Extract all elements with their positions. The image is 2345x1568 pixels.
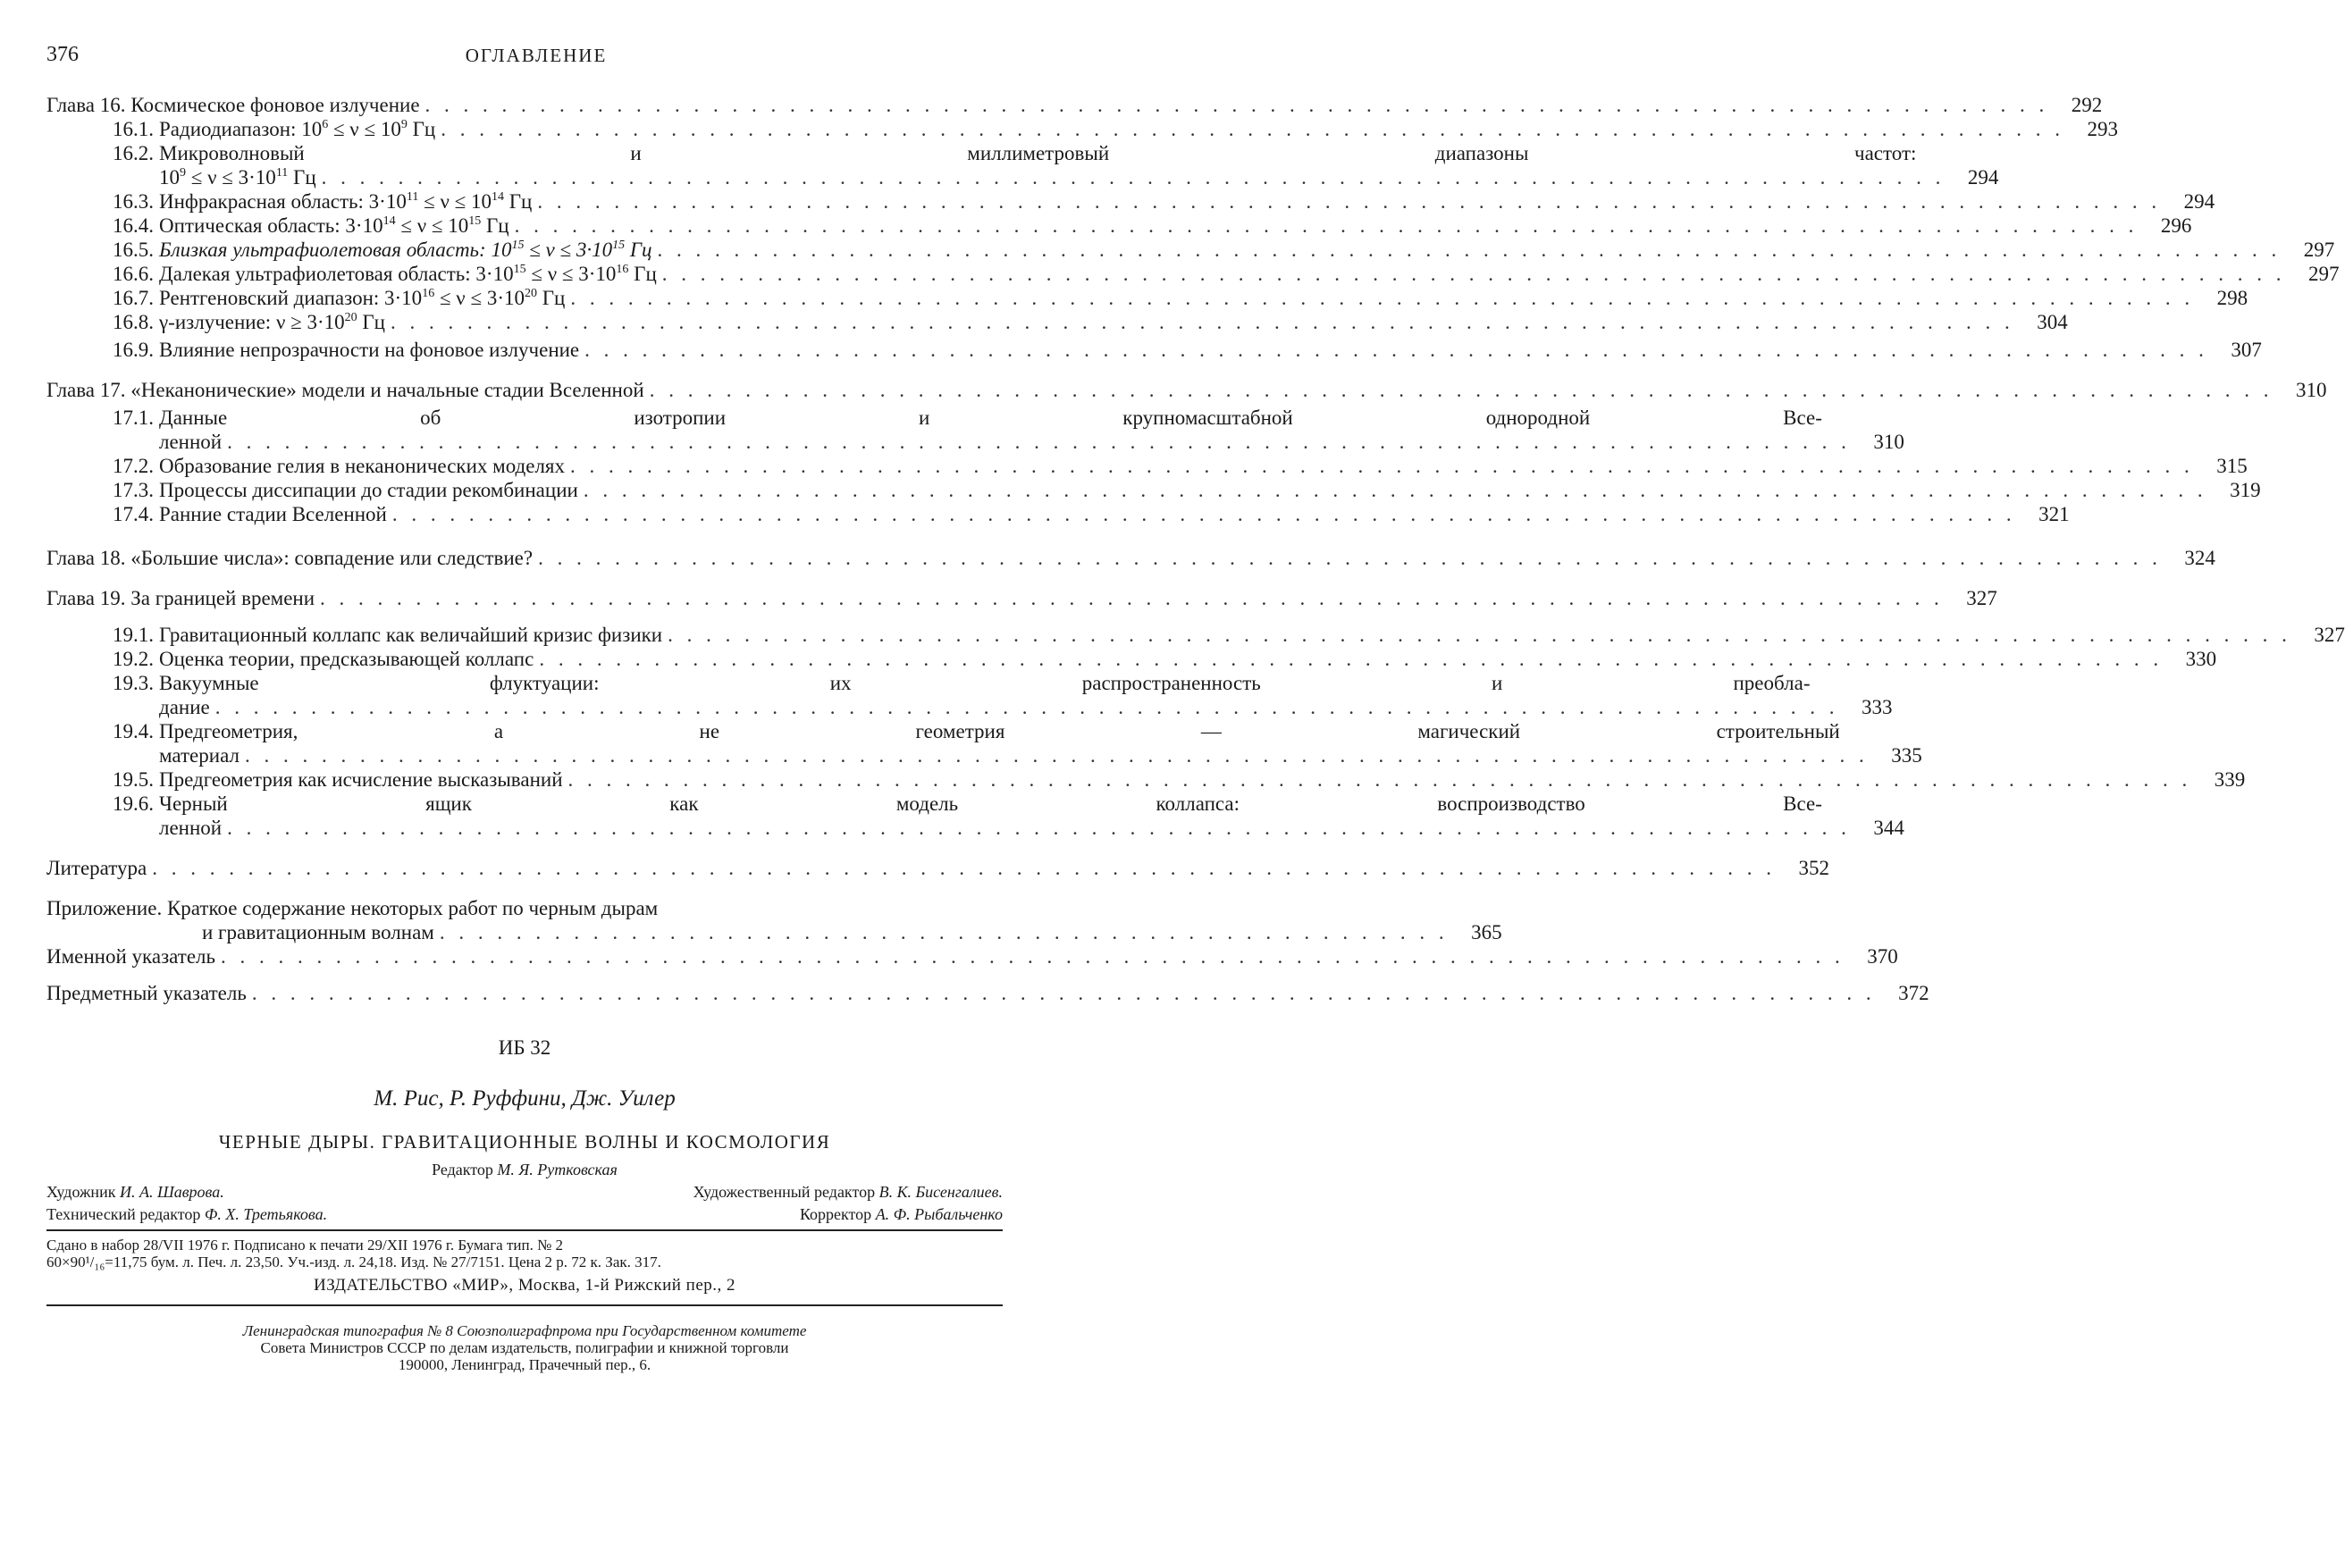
section-number: 16.8. (46, 310, 159, 334)
leader-dots (534, 647, 2163, 671)
editor-label: Редактор (432, 1161, 493, 1178)
print-line-1: Сдано в набор 28/VII 1976 г. Подписано к печати 29/XII 1976 г. Бумага тип. № 2 (46, 1237, 1003, 1254)
toc-page-number: 307 (2208, 338, 2262, 362)
leader-dots (215, 944, 1845, 968)
toc-entry-label: Глава 19. За границей времени (46, 586, 315, 610)
proofreader-name: А. Ф. Рыбальченко (876, 1205, 1003, 1223)
authors: М. Рис, Р. Руффини, Дж. Уилер (46, 1086, 1003, 1111)
section-formula: 3·1015 ≤ ν ≤ 3·1016 Гц (475, 263, 656, 285)
leader-dots (385, 310, 2014, 334)
section-title-continued: ленной (159, 430, 222, 454)
leader-dots (565, 454, 2194, 478)
section-title: Вакуумные флуктуации: их распространенность и преобла- (159, 671, 1893, 695)
toc-name-index (46, 944, 1003, 968)
section-formula: 1015 ≤ ν ≤ 3·1015 Гц (491, 239, 651, 261)
leader-dots (210, 695, 1839, 719)
toc-chapter-18 (46, 546, 1003, 570)
section-formula: 106 ≤ ν ≤ 109 Гц (301, 118, 435, 140)
section-number: 16.4. (46, 214, 159, 238)
toc-section-19-5 (46, 767, 1003, 792)
art-editor-name: В. К. Бисенгалиев. (879, 1183, 1003, 1201)
leader-dots (315, 586, 1944, 610)
leader-dots (247, 981, 1876, 1005)
leader-dots (222, 430, 1851, 454)
toc-page-number: 297 (2286, 262, 2340, 286)
toc-entry-label: Глава 18. «Большие числа»: совпадение или следствие? (46, 546, 533, 570)
section-formula: 109 ≤ ν ≤ 3·1011 Гц (159, 165, 316, 189)
leader-dots (579, 338, 2208, 362)
leader-dots (147, 856, 1776, 880)
section-title: Рентгеновский диапазон: (159, 287, 379, 309)
toc-page-number: 310 (1851, 430, 1904, 454)
toc-entry-label: Литература (46, 856, 147, 880)
section-number: 19.4. (46, 719, 159, 767)
section-formula: ν ≥ 3·1020 Гц (276, 311, 385, 333)
section-number: 17.4. (46, 502, 159, 526)
section-title: Процессы диссипации до стадии рекомбинации (159, 479, 578, 501)
toc-section-16-4 (46, 214, 1003, 238)
toc-entry-label: Приложение. Краткое содержание некоторых работ по черным дырам (46, 896, 1003, 920)
leader-dots (316, 165, 1946, 189)
section-title-continued: дание (159, 695, 210, 719)
section-number: 19.2. (46, 647, 159, 671)
section-number: 19.3. (46, 671, 159, 719)
print-details (46, 1237, 1003, 1270)
section-number: 16.9. (46, 338, 159, 362)
leader-dots (533, 546, 2162, 570)
toc-chapter-16 (46, 93, 1003, 117)
toc-page-number: 294 (1945, 165, 1998, 189)
leader-dots (420, 93, 2049, 117)
leader-dots (509, 214, 2139, 238)
toc-section-16-6 (46, 262, 1003, 286)
toc-chapter-19 (46, 586, 1003, 610)
section-number: 19.5. (46, 767, 159, 792)
divider (46, 1304, 1003, 1306)
toc-section-16-3 (46, 189, 1003, 214)
leader-dots (387, 502, 2016, 526)
section-title: Радиодиапазон: (159, 118, 296, 140)
toc-section-16-5 (46, 238, 1003, 262)
publisher: ИЗДАТЕЛЬСТВО «МИР», Москва, 1-й Рижский пер., 2 (46, 1276, 1003, 1295)
toc-section-16-2 (46, 141, 1003, 189)
section-title: Оптическая область: (159, 214, 340, 237)
toc-page-number: 324 (2162, 546, 2215, 570)
toc-section-19-3 (46, 671, 1003, 719)
toc-page-number: 315 (2194, 454, 2248, 478)
section-number: 19.6. (46, 792, 159, 840)
toc-section-17-4 (46, 502, 1003, 526)
leader-dots (434, 920, 1449, 944)
toc-subject-index (46, 981, 1003, 1005)
running-header: ОГЛАВЛЕНИЕ (0, 45, 1072, 67)
editor-line (46, 1161, 1003, 1179)
toc-section-16-9 (46, 338, 1003, 362)
section-number: 16.6. (46, 262, 159, 286)
leader-dots (662, 623, 2291, 647)
artist-label: Художник (46, 1183, 115, 1201)
page-number: 376 (46, 43, 79, 67)
section-title: Влияние непрозрачности на фоновое излучение (159, 339, 579, 361)
section-title: Оценка теории, предсказывающей коллапс (159, 648, 534, 670)
toc-page-number: 292 (2048, 93, 2102, 117)
toc-section-19-2 (46, 647, 1003, 671)
section-number: 16.7. (46, 286, 159, 310)
section-title: Близкая ультрафиолетовая область: (159, 239, 486, 261)
toc-section-19-1 (46, 623, 1003, 647)
toc-page-number: 365 (1449, 920, 1502, 944)
toc-page-number: 296 (2138, 214, 2191, 238)
staff-line-1 (46, 1183, 1003, 1202)
leader-dots (240, 743, 1869, 767)
editor-name: М. Я. Рутковская (497, 1161, 617, 1178)
section-number: 17.2. (46, 454, 159, 478)
section-title: Образование гелия в неканонических моделях (159, 455, 565, 477)
toc-page-number: 293 (2064, 117, 2118, 141)
toc-page-number: 321 (2016, 502, 2070, 526)
section-title: γ-излучение: (159, 311, 271, 333)
section-number: 16.1. (46, 117, 159, 141)
tech-editor-label: Технический редактор (46, 1205, 200, 1223)
toc-entry-label: Предметный указатель (46, 981, 247, 1005)
toc-entry-label: Глава 16. Космическое фоновое излучение (46, 93, 420, 117)
art-editor-label: Художественный редактор (693, 1183, 875, 1201)
print-line-2: 60×90¹/₁₆=11,75 бум. л. Печ. л. 23,50. Уч.-изд. л. 24,18. Изд. № 27/7151. Цена 2 р. 72 к. Зак. 317. (46, 1254, 1003, 1270)
toc-chapter-17 (46, 378, 1003, 402)
leader-dots (644, 378, 2274, 402)
toc-page-number: 297 (2281, 238, 2334, 262)
book-page (0, 0, 1072, 1568)
section-formula: 3·1016 ≤ ν ≤ 3·1020 Гц (384, 287, 565, 309)
section-number: 17.1. (46, 406, 159, 454)
toc-page-number: 352 (1776, 856, 1829, 880)
printer-info (46, 1322, 1003, 1373)
toc-page-number: 298 (2194, 286, 2248, 310)
section-formula: 3·1011 ≤ ν ≤ 1014 Гц (369, 190, 533, 213)
leader-dots (657, 262, 2286, 286)
leader-dots (222, 816, 1851, 840)
toc-page-number: 333 (1839, 695, 1893, 719)
artist-name: И. А. Шаврова. (120, 1183, 224, 1201)
table-of-contents (46, 93, 1003, 1005)
toc-page-number: 335 (1869, 743, 1922, 767)
tech-editor-name: Ф. Х. Третьякова. (205, 1205, 327, 1223)
ib-number: ИБ 32 (46, 1036, 1003, 1060)
toc-section-16-8 (46, 310, 1003, 334)
section-title: Ранние стадии Вселенной (159, 503, 387, 525)
toc-page-number: 294 (2161, 189, 2215, 214)
toc-page-number: 304 (2014, 310, 2068, 334)
toc-page-number: 327 (1944, 586, 1997, 610)
toc-page-number: 344 (1851, 816, 1904, 840)
toc-entry-label: Именной указатель (46, 944, 215, 968)
section-number: 16.2. (46, 141, 159, 189)
section-number: 17.3. (46, 478, 159, 502)
leader-dots (532, 189, 2161, 214)
toc-page-number: 339 (2191, 767, 2245, 792)
toc-page-number: 372 (1876, 981, 1929, 1005)
toc-page-number: 319 (2207, 478, 2261, 502)
toc-section-17-3 (46, 478, 1003, 502)
section-title: Инфракрасная область: (159, 190, 364, 213)
section-title: Данные об изотропии и крупномасштабной однородной Все- (159, 406, 1904, 430)
printer-line-1: Ленинградская типография № 8 Союзполиграфпрома при Государственном комитете (46, 1322, 1003, 1339)
proofreader-label: Корректор (800, 1205, 871, 1223)
section-number: 16.3. (46, 189, 159, 214)
toc-literature (46, 856, 1003, 880)
section-title-continued: ленной (159, 816, 222, 840)
section-number: 16.5. (46, 238, 159, 262)
section-title: Далекая ультрафиолетовая область: (159, 263, 471, 285)
section-title: Гравитационный коллапс как величайший кризис физики (159, 624, 662, 646)
staff-line-2 (46, 1205, 1003, 1224)
divider (46, 1229, 1003, 1231)
toc-page-number: 310 (2273, 378, 2326, 402)
section-title: Микроволновый и миллиметровый диапазоны частот: (159, 141, 1998, 165)
toc-section-17-2 (46, 454, 1003, 478)
toc-entry-label: Глава 17. «Неканонические» модели и начальные стадии Вселенной (46, 378, 644, 402)
toc-section-16-7 (46, 286, 1003, 310)
toc-section-17-1 (46, 406, 1003, 454)
book-title: ЧЕРНЫЕ ДЫРЫ. ГРАВИТАЦИОННЫЕ ВОЛНЫ И КОСМОЛОГИЯ (46, 1131, 1003, 1153)
printer-line-3: 190000, Ленинград, Прачечный пер., 6. (46, 1356, 1003, 1373)
toc-section-19-4 (46, 719, 1003, 767)
section-title: Черный ящик как модель коллапса: воспроизводство Все- (159, 792, 1904, 816)
leader-dots (563, 767, 2192, 792)
printer-line-2: Совета Министров СССР по делам издательств, полиграфии и книжной торговли (46, 1339, 1003, 1356)
section-formula: 3·1014 ≤ ν ≤ 1015 Гц (345, 214, 509, 237)
section-title: Предгеометрия, а не геометрия — магический строительный (159, 719, 1922, 743)
toc-page-number: 327 (2291, 623, 2345, 647)
section-title-continued: материал (159, 743, 240, 767)
leader-dots (565, 286, 2194, 310)
leader-dots (578, 478, 2207, 502)
leader-dots (435, 117, 2064, 141)
leader-dots (652, 238, 2282, 262)
colophon (46, 1036, 1003, 1373)
section-title: Предгеометрия как исчисление высказываний (159, 768, 563, 791)
toc-section-16-1 (46, 117, 1003, 141)
toc-entry-label-continued: и гравитационным волнам (202, 920, 434, 944)
toc-appendix (46, 896, 1003, 944)
toc-page-number: 370 (1845, 944, 1898, 968)
toc-section-19-6 (46, 792, 1003, 840)
toc-page-number: 330 (2163, 647, 2216, 671)
section-number: 19.1. (46, 623, 159, 647)
